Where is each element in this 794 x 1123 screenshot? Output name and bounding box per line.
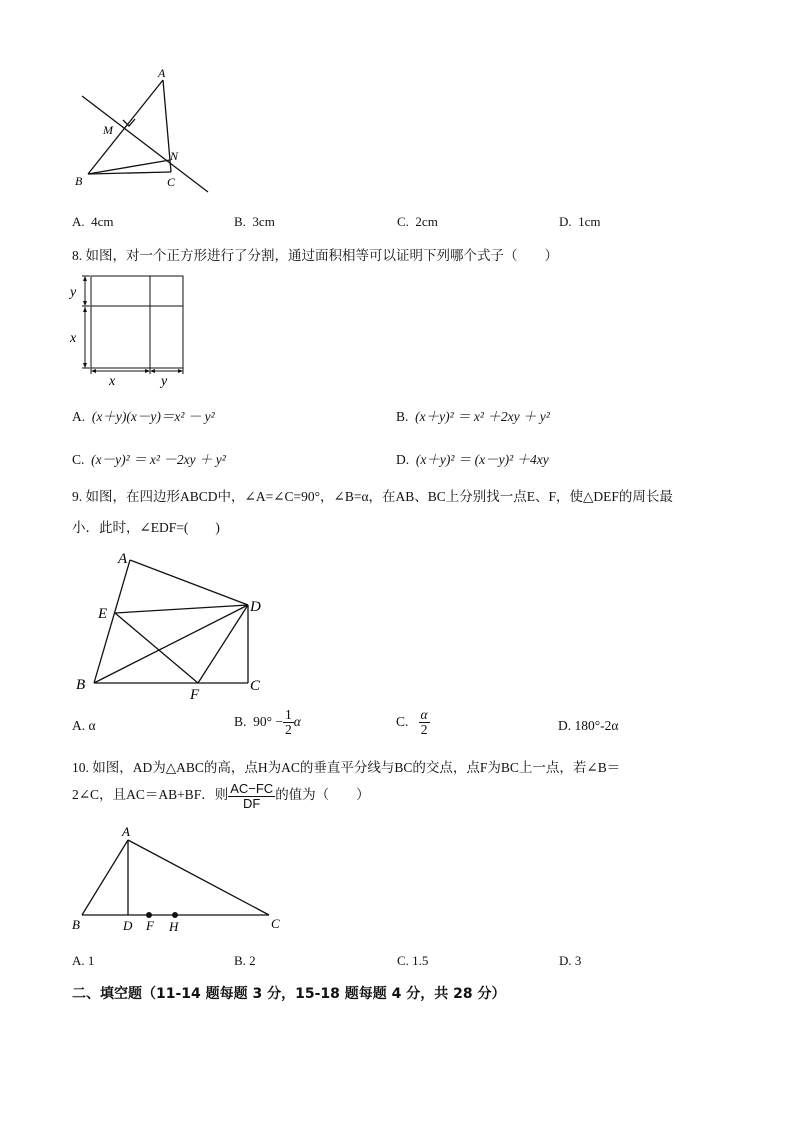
q10-option-b[interactable] (234, 953, 256, 969)
q9-label-c: C (250, 678, 261, 694)
q9-stem-line2: 小．此时，∠EDF=( ) (72, 520, 220, 535)
q8-option-c[interactable] (72, 448, 226, 468)
q8-square (91, 276, 183, 368)
option-text: 1cm (578, 214, 601, 229)
q10-option-d[interactable] (559, 953, 581, 969)
option-letter: D. (396, 452, 410, 467)
q8-option-b[interactable] (396, 405, 550, 425)
q10-option-c[interactable] (397, 953, 428, 969)
option-text: 3cm (252, 214, 275, 229)
option-letter: D. (559, 953, 572, 968)
q9-line-ef (115, 613, 198, 683)
q10-label-b: B (72, 917, 80, 932)
q10-option-a[interactable] (72, 953, 94, 969)
q7-option-c[interactable] (397, 214, 438, 230)
q8-figure (66, 272, 190, 388)
q9-line-ad (130, 560, 248, 605)
q10-label-c: C (271, 916, 280, 931)
option-letter: B. (234, 214, 246, 229)
q9-stem-line1: 9. 如图，在四边形ABCD中，∠A=∠C=90°，∠B=α，在AB、BC上分别找一点E、F，使△DEF的周长最 (72, 489, 673, 504)
q10-label-a: A (122, 824, 130, 839)
option-text: 1 (87, 953, 95, 968)
q9-line-ed (115, 605, 248, 613)
option-text: 2cm (415, 214, 438, 229)
q7-figure (70, 62, 220, 200)
fraction-denominator: DF (243, 795, 261, 811)
option-fraction (283, 708, 294, 737)
q9-label-f: F (190, 687, 200, 703)
option-letter: B. (396, 409, 409, 424)
q9-option-c[interactable] (396, 708, 430, 737)
q7-option-a[interactable] (72, 214, 114, 230)
option-text: 1.5 (412, 953, 429, 968)
q10-label-f: F (146, 918, 154, 933)
q10-line-ab (82, 840, 128, 915)
fraction-numerator: α (420, 707, 428, 722)
fraction-denominator: 2 (285, 722, 292, 738)
option-text: α (88, 718, 96, 733)
option-letter: C. (397, 214, 409, 229)
q10-options (72, 953, 752, 971)
q7-perp-bisector (82, 96, 208, 192)
q9-label-e: E (98, 606, 108, 622)
option-letter: D. (559, 214, 572, 229)
option-text: 3 (574, 953, 582, 968)
option-letter: A. (72, 409, 86, 424)
q8-stem: 8. 如图，对一个正方形进行了分割，通过面积相等可以证明下列哪个式子（ ） (72, 248, 558, 263)
option-letter: C. (397, 953, 409, 968)
option-letter: C. (396, 713, 409, 729)
q9-option-a[interactable] (72, 718, 96, 734)
q9-line-bd (94, 605, 248, 683)
q7-label-b: B (75, 174, 83, 188)
option-text: (x－y)² ＝ x² －2xy ＋ y² (91, 452, 226, 467)
section2-heading: 二、填空题（11-14 题每题 3 分，15-18 题每题 4 分，共 28 分） (72, 986, 506, 1002)
option-letter: B. (234, 953, 246, 968)
q10-label-h: H (169, 919, 179, 934)
q9-option-b[interactable] (234, 708, 301, 737)
q9-figure (70, 545, 280, 707)
q8-option-a[interactable] (72, 405, 215, 425)
option-letter: A. (72, 214, 85, 229)
fraction-denominator: 2 (420, 722, 428, 738)
q10-point-h (172, 912, 178, 918)
option-letter: A. (72, 718, 86, 733)
q8-label-x-left: x (70, 331, 77, 346)
option-prefix: 90° − (253, 713, 284, 729)
option-text: (x＋y)(x－y)＝x² － y² (91, 409, 215, 424)
q9-line-fd (198, 605, 248, 683)
q7-label-a: A (158, 66, 166, 80)
q9-label-a: A (118, 551, 128, 567)
q7-line-ab (88, 80, 163, 174)
q7-label-n: N (170, 149, 179, 163)
q10-line-ac (128, 840, 269, 915)
q8-label-x-bottom: x (109, 374, 116, 388)
q9-label-b: B (76, 677, 86, 693)
q7-options (72, 214, 752, 232)
q8-label-y-bottom: y (161, 374, 168, 388)
q10-figure (68, 822, 288, 938)
option-text: 2 (249, 953, 256, 968)
option-text: (x＋y)² ＝ (x－y)² ＋4xy (415, 452, 549, 467)
q7-label-c: C (167, 175, 176, 189)
q10-stem-line2 (72, 782, 370, 810)
q7-label-m: M (103, 123, 113, 137)
option-letter: A. (72, 953, 85, 968)
q9-option-d[interactable] (558, 718, 618, 734)
q10-stem-line1: 10. 如图，AD为△ABC的高，点H为AC的垂直平分线与BC的交点，点F为BC上一点，若∠B＝ (72, 760, 621, 775)
fraction-numerator: 1 (285, 707, 292, 722)
q7-option-d[interactable] (559, 214, 601, 230)
q7-option-b[interactable] (234, 214, 275, 230)
q9-label-d: D (250, 599, 261, 615)
option-letter: C. (72, 452, 85, 467)
option-text: (x＋y)² ＝ x² ＋2xy ＋ y² (415, 409, 550, 424)
q10-stem-line2-pre: 2∠C，且AC＝AB+BF．则 (72, 787, 229, 803)
option-text: 180°-2α (574, 718, 619, 733)
option-letter: B. (234, 713, 247, 729)
option-letter: D. (558, 718, 572, 733)
fraction-numerator: AC−FC (230, 781, 274, 796)
q8-label-y-left: y (70, 285, 77, 300)
q10-stem-line2-post: 的值为（ ） (275, 787, 370, 803)
q10-label-d: D (123, 918, 133, 933)
option-fraction (419, 708, 430, 737)
option-text: 4cm (91, 214, 114, 229)
q8-option-d[interactable] (396, 448, 549, 468)
option-suffix: α (293, 713, 301, 729)
q10-fraction (228, 782, 275, 810)
